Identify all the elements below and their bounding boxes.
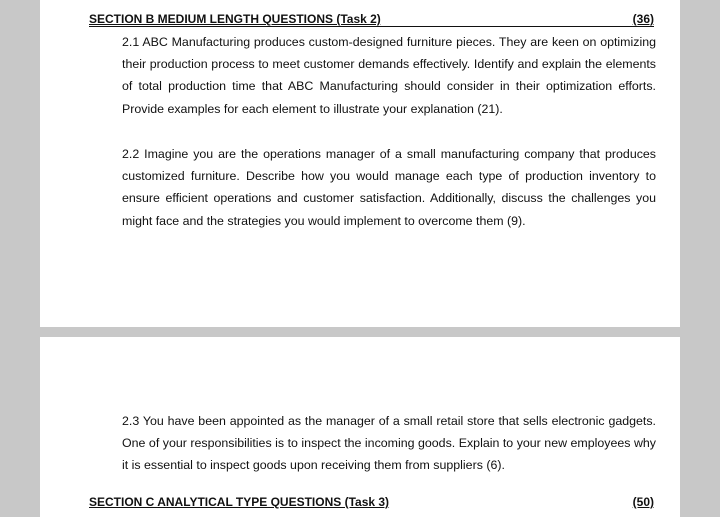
question-2-2: 2.2 Imagine you are the operations manager of a small manufacturing company that produces customized furniture. Describe how you would manage each type of production inventory to ensure efficient operations and customer satisfaction. Additionally, discuss the challenges you might face and the strategies you would implement to overcome them (9). bbox=[122, 147, 656, 228]
section-b-header bbox=[89, 12, 654, 27]
question-2-1: 2.1 ABC Manufacturing produces custom-designed furniture pieces. They are keen on optimizing their production process to meet customer demands effectively. Identify and explain the elements of total production time that ABC Manufacturing should consider in their optimization efforts. Provide examples for each element to illustrate your explanation (21). bbox=[122, 35, 656, 116]
section-b-title: SECTION B MEDIUM LENGTH QUESTIONS (Task 2) bbox=[89, 12, 381, 26]
question-2-3: 2.3 You have been appointed as the manager of a small retail store that sells electronic gadgets. One of your responsibilities is to inspect the incoming goods. Explain to your new employees why it is essential to inspect goods upon receiving them from suppliers (6). bbox=[122, 414, 656, 473]
document-page-2 bbox=[40, 337, 680, 517]
document-page-1 bbox=[40, 0, 680, 327]
section-b-marks: (36) bbox=[632, 12, 654, 26]
section-c-title: SECTION C ANALYTICAL TYPE QUESTIONS (Task 3) bbox=[89, 495, 390, 509]
section-c-marks: (50) bbox=[632, 495, 654, 509]
section-c-header bbox=[89, 495, 654, 509]
